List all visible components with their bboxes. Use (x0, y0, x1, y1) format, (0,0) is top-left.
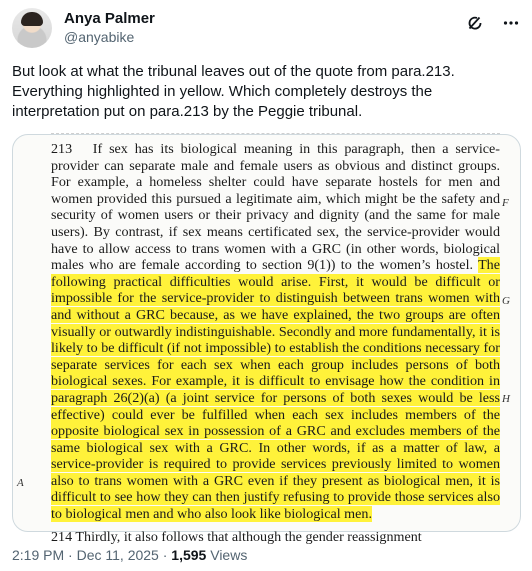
tweet-text: But look at what the tribunal leaves out of the quote from para.213. Everything highlighted in yellow. Which completely destroys the interpretation put on para.213 by the Peggie tribunal. (12, 63, 455, 120)
paragraph-213 (51, 141, 500, 523)
margin-letter-g: G (502, 295, 510, 307)
highlighted-text: The following practical difficulties would arise. First, it would be difficult or impossible for the service-provider to distinguish between trans women with and without a GRC because, as we have explained, the two groups are often visually or outwardly indistinguishable. Secondly and more fundamentally, it is likely to be difficult (if not impossible) to establish the conditions necessary for separate services for each sex when each group includes persons of both biological sexes. For example, it is difficult to envisage how the condition in paragraph 26(2)(a) (a joint service for persons of both sexes would be less effective) could ever be fulfilled when each sex includes members of the opposite biological sex in possession of a GRC and excludes members of the same biological sex with a GRC. In other words, if as a matter of law, a service-provider is required to provide services previously limited to women also to trans women with a GRC even if they present as biological men, it is difficult to see how they can then justify refusing to provide those services also to biological men and who also look like biological men. (51, 257, 500, 523)
paragraph-214: 214 Thirdly, it also follows that although the gender reassignment (51, 528, 422, 545)
meta-separator: · (64, 547, 77, 563)
margin-letter-f: F (502, 197, 509, 209)
author-info (64, 10, 155, 46)
tweet-date[interactable]: Dec 11, 2025 (76, 547, 159, 563)
avatar[interactable] (12, 8, 52, 48)
display-name[interactable]: Anya Palmer (64, 10, 155, 27)
page-divider (51, 133, 500, 137)
handle[interactable]: @anyabike (64, 29, 135, 45)
views-label: Views (206, 547, 248, 563)
meta-separator: · (158, 547, 172, 563)
para-number: 213 (51, 141, 73, 157)
tweet-meta (12, 546, 247, 564)
more-icon[interactable] (502, 14, 520, 32)
margin-letter-h: H (502, 393, 510, 405)
views-count[interactable]: 1,595 (171, 547, 207, 563)
grok-icon[interactable] (466, 14, 484, 32)
judgment-excerpt (51, 129, 500, 545)
margin-letter-a: A (17, 477, 24, 489)
plain-text: If sex has its biological meaning in this paragraph, then a service-provider can separate male and female users as obvious and distinct groups. For example, a homeless shelter could have separate hostels for men and women provided this pursued a legitimate aim, which might be the safety and security of women users or their privacy and dignity (and the same for male users). By contrast, if sex means certificated sex, the service-provider would have to allow access to trans women with a GRC (in other words, biological males who are female according to section 9(1)) to the women’s hostel. (51, 141, 500, 274)
header-actions (466, 14, 520, 32)
tweet-image[interactable] (12, 134, 521, 545)
tweet-time[interactable]: 2:19 PM (12, 547, 65, 563)
tweet-header (12, 8, 520, 48)
